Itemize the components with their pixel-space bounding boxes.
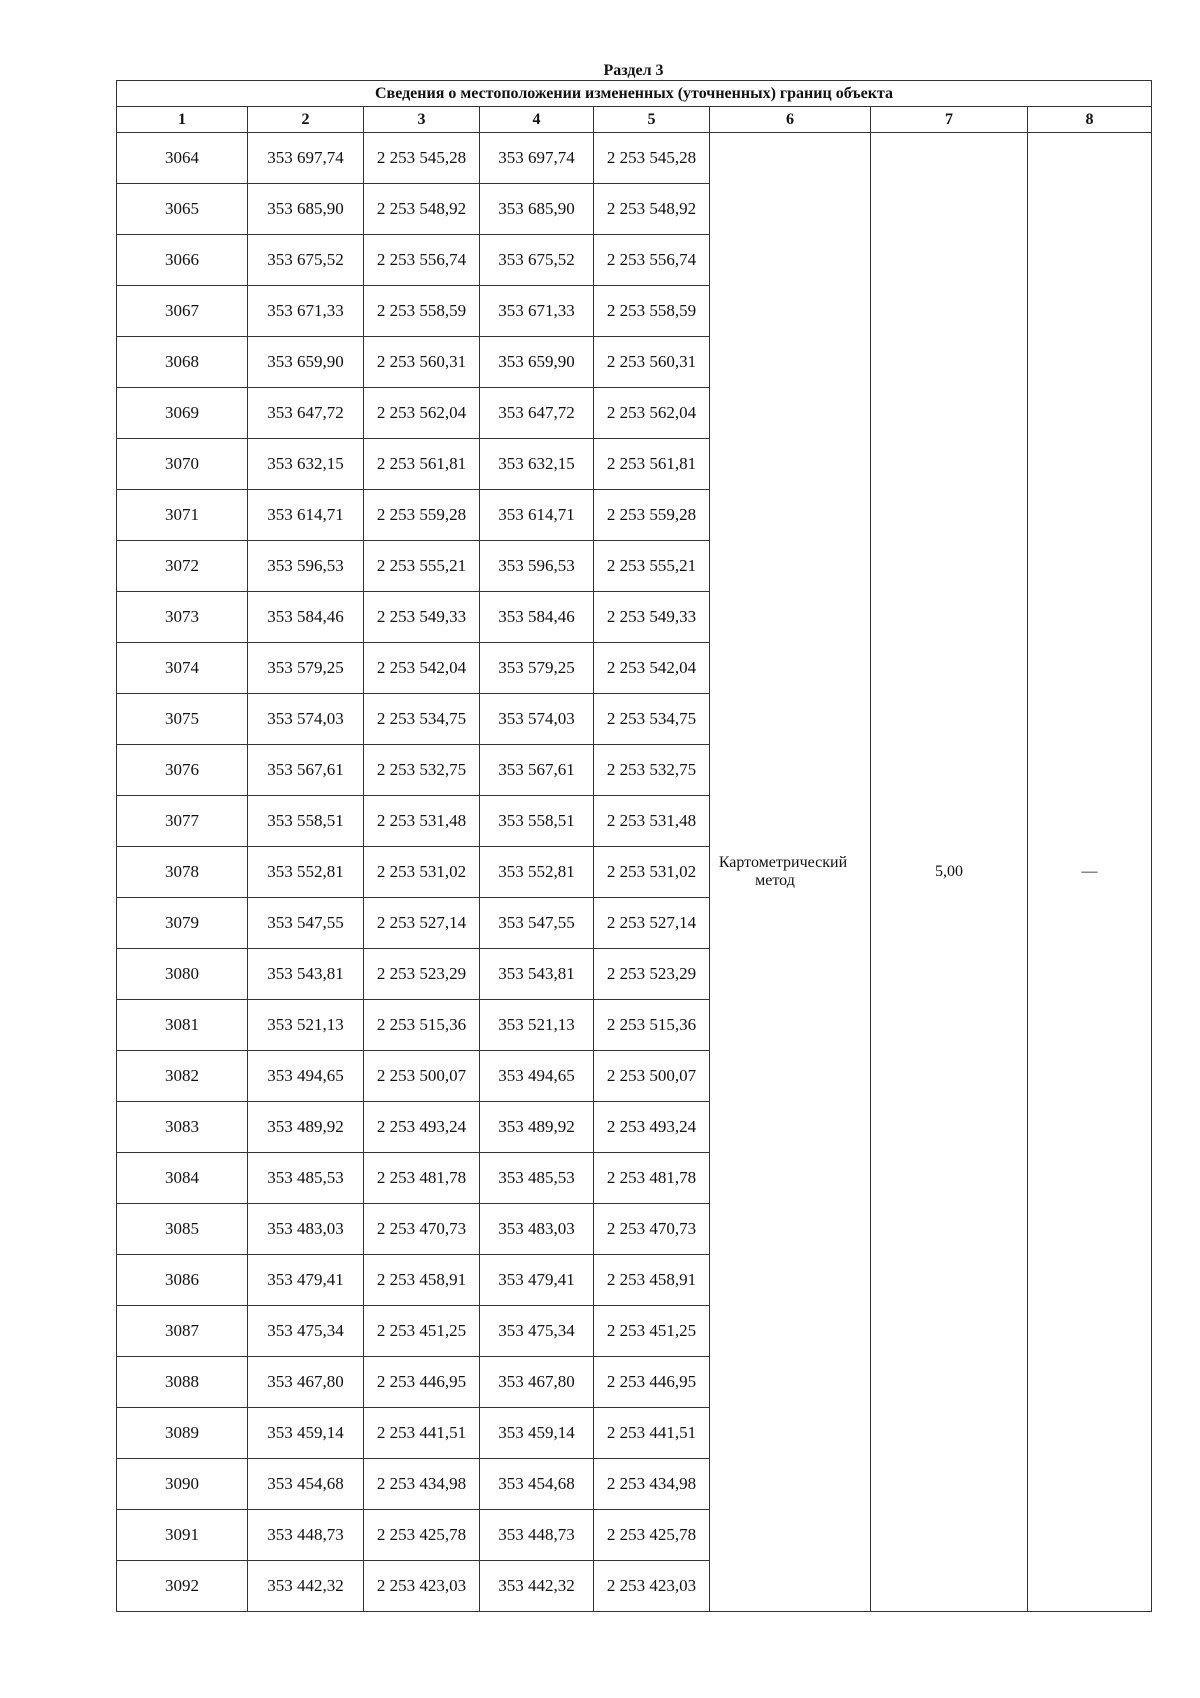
y-existing-cell: 2 253 531,48: [364, 796, 480, 847]
x-refined-cell: 353 454,68: [480, 1459, 594, 1510]
x-refined-cell: 353 552,81: [480, 847, 594, 898]
column-number-5: 5: [594, 107, 710, 133]
y-existing-cell: 2 253 548,92: [364, 184, 480, 235]
y-refined-cell: 2 253 446,95: [594, 1357, 710, 1408]
y-refined-cell: 2 253 451,25: [594, 1306, 710, 1357]
x-existing-cell: 353 697,74: [248, 133, 364, 184]
y-refined-cell: 2 253 531,02: [594, 847, 710, 898]
point-number-cell: 3068: [117, 337, 248, 388]
column-number-4: 4: [480, 107, 594, 133]
x-existing-cell: 353 552,81: [248, 847, 364, 898]
point-number-cell: 3083: [117, 1102, 248, 1153]
x-existing-cell: 353 659,90: [248, 337, 364, 388]
y-refined-cell: 2 253 527,14: [594, 898, 710, 949]
x-existing-cell: 353 521,13: [248, 1000, 364, 1051]
x-refined-cell: 353 632,15: [480, 439, 594, 490]
y-refined-cell: 2 253 423,03: [594, 1561, 710, 1612]
point-number-cell: 3079: [117, 898, 248, 949]
table-row: [117, 133, 1152, 184]
y-existing-cell: 2 253 500,07: [364, 1051, 480, 1102]
y-existing-cell: 2 253 561,81: [364, 439, 480, 490]
x-existing-cell: 353 596,53: [248, 541, 364, 592]
point-number-cell: 3064: [117, 133, 248, 184]
y-refined-cell: 2 253 556,74: [594, 235, 710, 286]
point-number-cell: 3067: [117, 286, 248, 337]
x-existing-cell: 353 459,14: [248, 1408, 364, 1459]
y-existing-cell: 2 253 555,21: [364, 541, 480, 592]
method-cell: [710, 133, 871, 1612]
x-refined-cell: 353 614,71: [480, 490, 594, 541]
x-refined-cell: 353 448,73: [480, 1510, 594, 1561]
x-existing-cell: 353 483,03: [248, 1204, 364, 1255]
y-refined-cell: 2 253 545,28: [594, 133, 710, 184]
table-caption: Сведения о местоположении измененных (уточненных) границ объекта: [117, 81, 1152, 107]
x-refined-cell: 353 521,13: [480, 1000, 594, 1051]
x-refined-cell: 353 647,72: [480, 388, 594, 439]
x-refined-cell: 353 567,61: [480, 745, 594, 796]
x-refined-cell: 353 483,03: [480, 1204, 594, 1255]
point-number-cell: 3088: [117, 1357, 248, 1408]
point-number-cell: 3072: [117, 541, 248, 592]
y-existing-cell: 2 253 527,14: [364, 898, 480, 949]
point-number-cell: 3074: [117, 643, 248, 694]
y-existing-cell: 2 253 523,29: [364, 949, 480, 1000]
point-number-cell: 3078: [117, 847, 248, 898]
point-number-cell: 3092: [117, 1561, 248, 1612]
point-number-cell: 3076: [117, 745, 248, 796]
y-existing-cell: 2 253 542,04: [364, 643, 480, 694]
y-refined-cell: 2 253 434,98: [594, 1459, 710, 1510]
x-existing-cell: 353 479,41: [248, 1255, 364, 1306]
x-existing-cell: 353 547,55: [248, 898, 364, 949]
x-existing-cell: 353 632,15: [248, 439, 364, 490]
y-existing-cell: 2 253 531,02: [364, 847, 480, 898]
x-refined-cell: 353 596,53: [480, 541, 594, 592]
point-number-cell: 3089: [117, 1408, 248, 1459]
boundary-coordinates-table: [116, 80, 1152, 1612]
y-refined-cell: 2 253 542,04: [594, 643, 710, 694]
point-number-cell: 3082: [117, 1051, 248, 1102]
x-refined-cell: 353 697,74: [480, 133, 594, 184]
y-existing-cell: 2 253 534,75: [364, 694, 480, 745]
point-number-cell: 3069: [117, 388, 248, 439]
y-existing-cell: 2 253 441,51: [364, 1408, 480, 1459]
x-existing-cell: 353 647,72: [248, 388, 364, 439]
point-number-cell: 3084: [117, 1153, 248, 1204]
x-refined-cell: 353 489,92: [480, 1102, 594, 1153]
x-refined-cell: 353 479,41: [480, 1255, 594, 1306]
y-refined-cell: 2 253 493,24: [594, 1102, 710, 1153]
x-existing-cell: 353 675,52: [248, 235, 364, 286]
x-existing-cell: 353 467,80: [248, 1357, 364, 1408]
y-existing-cell: 2 253 549,33: [364, 592, 480, 643]
y-refined-cell: 2 253 561,81: [594, 439, 710, 490]
column-number-1: 1: [117, 107, 248, 133]
x-refined-cell: 353 494,65: [480, 1051, 594, 1102]
x-refined-cell: 353 547,55: [480, 898, 594, 949]
y-refined-cell: 2 253 559,28: [594, 490, 710, 541]
x-existing-cell: 353 685,90: [248, 184, 364, 235]
y-existing-cell: 2 253 558,59: [364, 286, 480, 337]
y-refined-cell: 2 253 458,91: [594, 1255, 710, 1306]
column-number-8: 8: [1028, 107, 1152, 133]
column-number-6: 6: [710, 107, 871, 133]
x-existing-cell: 353 448,73: [248, 1510, 364, 1561]
y-existing-cell: 2 253 545,28: [364, 133, 480, 184]
y-refined-cell: 2 253 555,21: [594, 541, 710, 592]
x-existing-cell: 353 614,71: [248, 490, 364, 541]
x-existing-cell: 353 567,61: [248, 745, 364, 796]
point-number-cell: 3075: [117, 694, 248, 745]
x-refined-cell: 353 675,52: [480, 235, 594, 286]
x-existing-cell: 353 494,65: [248, 1051, 364, 1102]
y-refined-cell: 2 253 534,75: [594, 694, 710, 745]
y-existing-cell: 2 253 560,31: [364, 337, 480, 388]
point-number-cell: 3091: [117, 1510, 248, 1561]
point-number-cell: 3077: [117, 796, 248, 847]
column-number-7: 7: [871, 107, 1028, 133]
y-refined-cell: 2 253 441,51: [594, 1408, 710, 1459]
y-existing-cell: 2 253 434,98: [364, 1459, 480, 1510]
y-existing-cell: 2 253 515,36: [364, 1000, 480, 1051]
x-refined-cell: 353 584,46: [480, 592, 594, 643]
y-existing-cell: 2 253 493,24: [364, 1102, 480, 1153]
x-refined-cell: 353 574,03: [480, 694, 594, 745]
y-refined-cell: 2 253 515,36: [594, 1000, 710, 1051]
x-refined-cell: 353 558,51: [480, 796, 594, 847]
x-existing-cell: 353 671,33: [248, 286, 364, 337]
column-number-3: 3: [364, 107, 480, 133]
x-existing-cell: 353 454,68: [248, 1459, 364, 1510]
y-refined-cell: 2 253 562,04: [594, 388, 710, 439]
accuracy-cell: 5,00: [871, 133, 1028, 1612]
x-refined-cell: 353 459,14: [480, 1408, 594, 1459]
point-number-cell: 3085: [117, 1204, 248, 1255]
y-refined-cell: 2 253 560,31: [594, 337, 710, 388]
x-refined-cell: 353 659,90: [480, 337, 594, 388]
section-title: Раздел 3: [603, 62, 664, 79]
method-line-2: метод: [755, 872, 795, 889]
y-existing-cell: 2 253 451,25: [364, 1306, 480, 1357]
x-existing-cell: 353 543,81: [248, 949, 364, 1000]
x-refined-cell: 353 671,33: [480, 286, 594, 337]
y-refined-cell: 2 253 523,29: [594, 949, 710, 1000]
x-existing-cell: 353 485,53: [248, 1153, 364, 1204]
y-existing-cell: 2 253 425,78: [364, 1510, 480, 1561]
point-number-cell: 3087: [117, 1306, 248, 1357]
y-existing-cell: 2 253 532,75: [364, 745, 480, 796]
x-existing-cell: 353 558,51: [248, 796, 364, 847]
x-refined-cell: 353 543,81: [480, 949, 594, 1000]
y-refined-cell: 2 253 500,07: [594, 1051, 710, 1102]
y-existing-cell: 2 253 423,03: [364, 1561, 480, 1612]
point-number-cell: 3081: [117, 1000, 248, 1051]
point-number-cell: 3066: [117, 235, 248, 286]
y-refined-cell: 2 253 549,33: [594, 592, 710, 643]
x-existing-cell: 353 442,32: [248, 1561, 364, 1612]
x-refined-cell: 353 685,90: [480, 184, 594, 235]
point-number-cell: 3073: [117, 592, 248, 643]
x-existing-cell: 353 489,92: [248, 1102, 364, 1153]
y-existing-cell: 2 253 559,28: [364, 490, 480, 541]
x-refined-cell: 353 442,32: [480, 1561, 594, 1612]
point-number-cell: 3086: [117, 1255, 248, 1306]
x-refined-cell: 353 467,80: [480, 1357, 594, 1408]
point-number-cell: 3065: [117, 184, 248, 235]
point-number-cell: 3090: [117, 1459, 248, 1510]
y-existing-cell: 2 253 556,74: [364, 235, 480, 286]
y-existing-cell: 2 253 470,73: [364, 1204, 480, 1255]
point-number-cell: 3070: [117, 439, 248, 490]
x-refined-cell: 353 475,34: [480, 1306, 594, 1357]
y-refined-cell: 2 253 470,73: [594, 1204, 710, 1255]
x-refined-cell: 353 485,53: [480, 1153, 594, 1204]
y-refined-cell: 2 253 425,78: [594, 1510, 710, 1561]
table-body: [117, 133, 1152, 1612]
y-refined-cell: 2 253 548,92: [594, 184, 710, 235]
method-line-1: Картометрический: [718, 854, 848, 871]
y-refined-cell: 2 253 558,59: [594, 286, 710, 337]
y-existing-cell: 2 253 446,95: [364, 1357, 480, 1408]
x-existing-cell: 353 574,03: [248, 694, 364, 745]
x-existing-cell: 353 579,25: [248, 643, 364, 694]
y-existing-cell: 2 253 481,78: [364, 1153, 480, 1204]
y-existing-cell: 2 253 562,04: [364, 388, 480, 439]
y-refined-cell: 2 253 532,75: [594, 745, 710, 796]
y-refined-cell: 2 253 531,48: [594, 796, 710, 847]
x-existing-cell: 353 475,34: [248, 1306, 364, 1357]
column-numbers-row: [117, 107, 1152, 133]
table-caption-row: [117, 81, 1152, 107]
point-number-cell: 3071: [117, 490, 248, 541]
x-refined-cell: 353 579,25: [480, 643, 594, 694]
description-cell: —: [1028, 133, 1152, 1612]
y-refined-cell: 2 253 481,78: [594, 1153, 710, 1204]
point-number-cell: 3080: [117, 949, 248, 1000]
x-existing-cell: 353 584,46: [248, 592, 364, 643]
y-existing-cell: 2 253 458,91: [364, 1255, 480, 1306]
column-number-2: 2: [248, 107, 364, 133]
